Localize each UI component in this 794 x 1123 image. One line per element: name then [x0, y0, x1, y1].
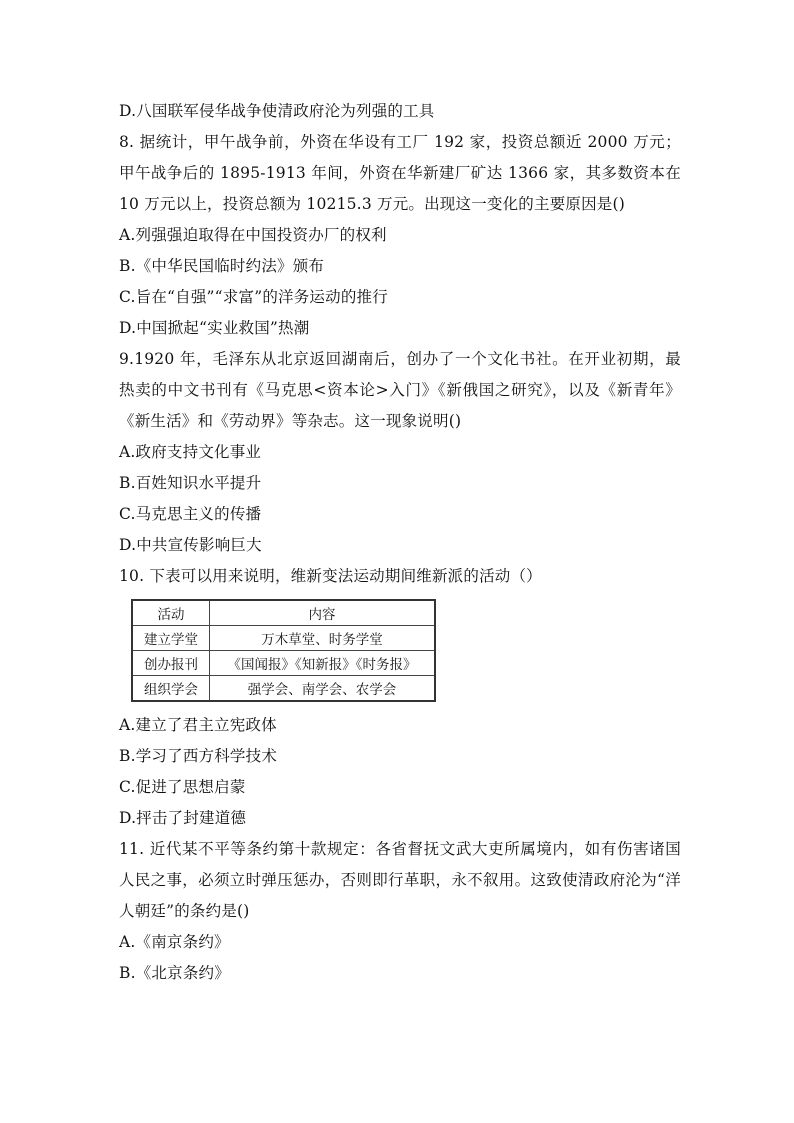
table-cell: 创办报刊: [132, 651, 210, 676]
q8-option-a: A.列强强迫取得在中国投资办厂的权利: [119, 226, 387, 244]
table-cell: 万木草堂、时务学堂: [210, 626, 436, 651]
table-row: [132, 651, 435, 676]
exam-page: [119, 96, 681, 989]
table-cell: 强学会、南学会、农学会: [210, 676, 436, 702]
q7-option-d: D.八国联军侵华战争使清政府沦为列强的工具: [119, 102, 435, 120]
q9-stem: 9.1920 年，毛泽东从北京返回湖南后，创办了一个文化书社。在开业初期，最热卖的中文书刊有《马克思<资本论>入门》《新俄国之研究》，以及《新青年》《新生活》和《劳动界》等杂志。这一现象说明(): [119, 350, 681, 430]
q10-option-d: D.抨击了封建道德: [119, 809, 247, 827]
table-cell: 《国闻报》《知新报》《时务报》: [210, 651, 436, 676]
q10-option-a: A.建立了君主立宪政体: [119, 716, 277, 734]
table-header-cell: 活动: [132, 600, 210, 626]
table-row: [132, 676, 435, 702]
table-cell: 组织学会: [132, 676, 210, 702]
q8-option-d: D.中国掀起“实业救国”热潮: [119, 319, 310, 337]
q11-stem: 11. 近代某不平等条约第十款规定：各省督抚文武大吏所属境内，如有伤害诸国人民之事，必须立时弹压惩办，否则即行革职，永不叙用。这致使清政府沦为“洋人朝廷”的条约是(): [119, 840, 681, 920]
q9-option-b: B.百姓知识水平提升: [119, 474, 262, 492]
table-cell: 建立学堂: [132, 626, 210, 651]
q9-option-c: C.马克思主义的传播: [119, 505, 262, 523]
table-header-row: [132, 600, 435, 626]
q10-option-c: C.促进了思想启蒙: [119, 778, 246, 796]
q10-option-b: B.学习了西方科学技术: [119, 747, 278, 765]
q11-option-a: A.《南京条约》: [119, 933, 230, 951]
q10-stem: 10. 下表可以用来说明，维新变法运动期间维新派的活动（）: [119, 567, 542, 585]
q8-option-c: C.旨在“自强”“求富”的洋务运动的推行: [119, 288, 388, 306]
q11-option-b: B.《北京条约》: [119, 964, 230, 982]
q9-option-a: A.政府支持文化事业: [119, 443, 262, 461]
table-header-cell: 内容: [210, 600, 436, 626]
q9-option-d: D.中共宣传影响巨大: [119, 536, 262, 554]
table-row: [132, 626, 435, 651]
q8-stem: 8. 据统计，甲午战争前，外资在华设有工厂 192 家，投资总额近 2000 万元；甲午战争后的 1895-1913 年间，外资在华新建厂矿达 1366 家，其多数资本在 10 万元以上，投资总额为 10215.3 万元。出现这一变化的主要原因是(): [119, 133, 681, 213]
activities-table: [131, 599, 436, 702]
q8-option-b: B.《中华民国临时约法》颁布: [119, 257, 325, 275]
q10-table-wrapper: [131, 599, 681, 702]
